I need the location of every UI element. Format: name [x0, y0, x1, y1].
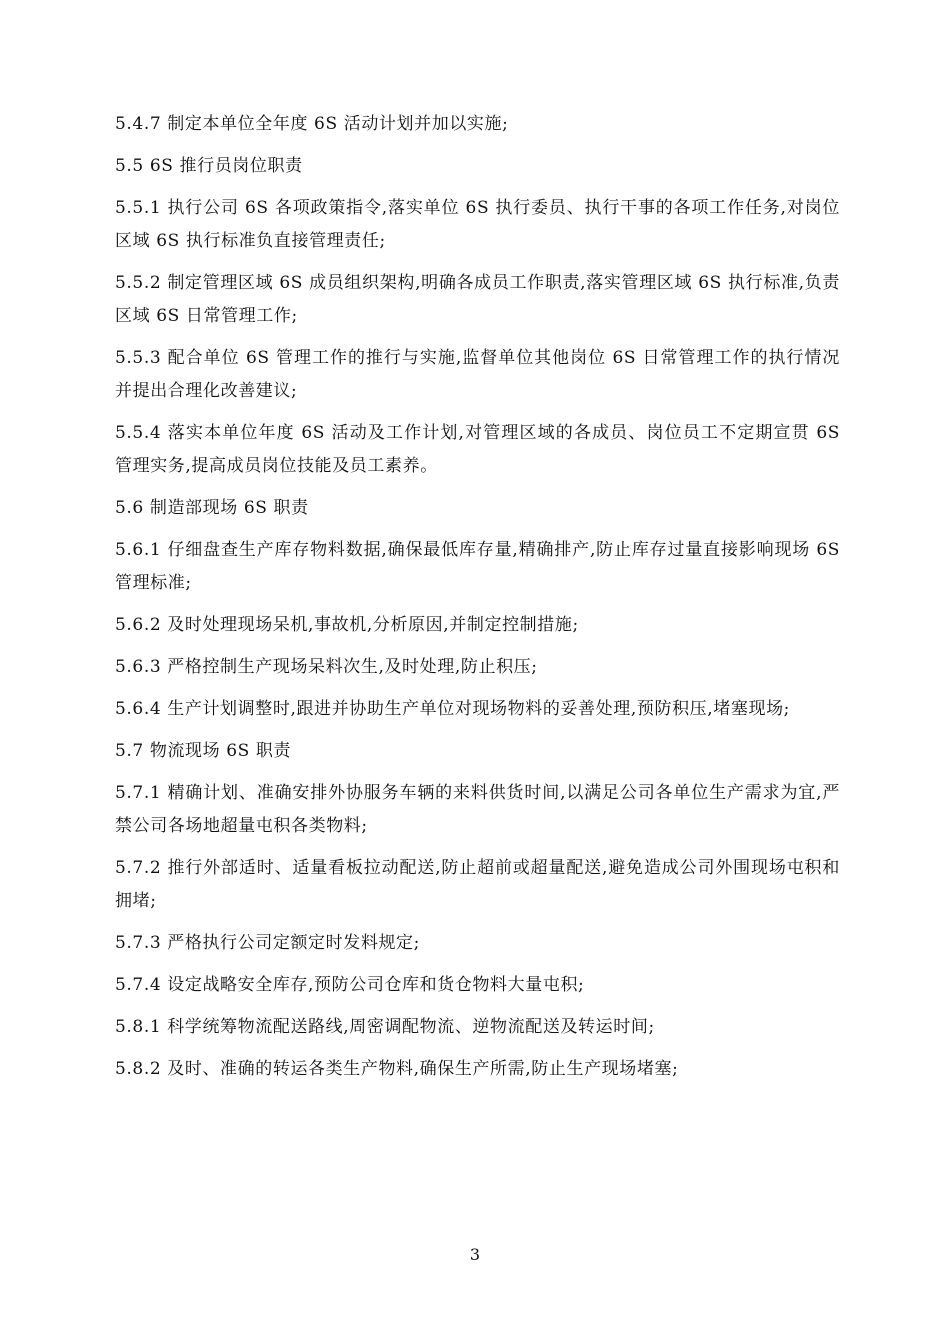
document-body — [115, 108, 840, 1095]
paragraph-5-7-3: 5.7.3 严格执行公司定额定时发料规定; — [115, 933, 420, 953]
paragraph-5-5-4: 5.5.4 落实本单位年度 6S 活动及工作计划,对管理区域的各成员、岗位员工不定期宣贯 6S 管理实务,提高成员岗位技能及员工素养。 — [115, 423, 840, 476]
page-number: 3 — [469, 1245, 481, 1264]
paragraph-5-7-2: 5.7.2 推行外部适时、适量看板拉动配送,防止超前或超量配送,避免造成公司外围现场屯积和拥堵; — [115, 858, 840, 911]
paragraph-5-5-1: 5.5.1 执行公司 6S 各项政策指令,落实单位 6S 执行委员、执行干事的各项工作任务,对岗位区域 6S 执行标准负直接管理责任; — [115, 198, 840, 251]
paragraph-5-5-3: 5.5.3 配合单位 6S 管理工作的推行与实施,监督单位其他岗位 6S 日常管理工作的执行情况并提出合理化改善建议; — [115, 348, 840, 401]
paragraph-5-6-3: 5.6.3 严格控制生产现场呆料次生,及时处理,防止积压; — [115, 657, 538, 677]
paragraph-5-5-2: 5.5.2 制定管理区域 6S 成员组织架构,明确各成员工作职责,落实管理区域 6S 执行标准,负责区域 6S 日常管理工作; — [115, 273, 840, 326]
paragraph-5-8-2: 5.8.2 及时、准确的转运各类生产物料,确保生产所需,防止生产现场堵塞; — [115, 1059, 679, 1079]
paragraph-5-6-4: 5.6.4 生产计划调整时,跟进并协助生产单位对现场物料的妥善处理,预防积压,堵塞现场; — [115, 699, 790, 719]
paragraph-5-4-7: 5.4.7 制定本单位全年度 6S 活动计划并加以实施; — [115, 114, 509, 134]
paragraph-5-8-1: 5.8.1 科学统筹物流配送路线,周密调配物流、逆物流配送及转运时间; — [115, 1017, 655, 1037]
paragraph-5-7-4: 5.7.4 设定战略安全库存,预防公司仓库和货仓物料大量屯积; — [115, 975, 585, 995]
paragraph-5-7-1: 5.7.1 精确计划、准确安排外协服务车辆的来料供货时间,以满足公司各单位生产需求为宜,严禁公司各场地超量屯积各类物料; — [115, 783, 840, 836]
section-heading-5-5: 5.5 6S 推行员岗位职责 — [115, 156, 303, 176]
section-heading-5-7: 5.7 物流现场 6S 职责 — [115, 741, 292, 761]
section-heading-5-6: 5.6 制造部现场 6S 职责 — [115, 498, 309, 518]
paragraph-5-6-2: 5.6.2 及时处理现场呆机,事故机,分析原因,并制定控制措施; — [115, 615, 579, 635]
paragraph-5-6-1: 5.6.1 仔细盘查生产库存物料数据,确保最低库存量,精确排产,防止库存过量直接影响现场 6S 管理标准; — [115, 540, 840, 593]
